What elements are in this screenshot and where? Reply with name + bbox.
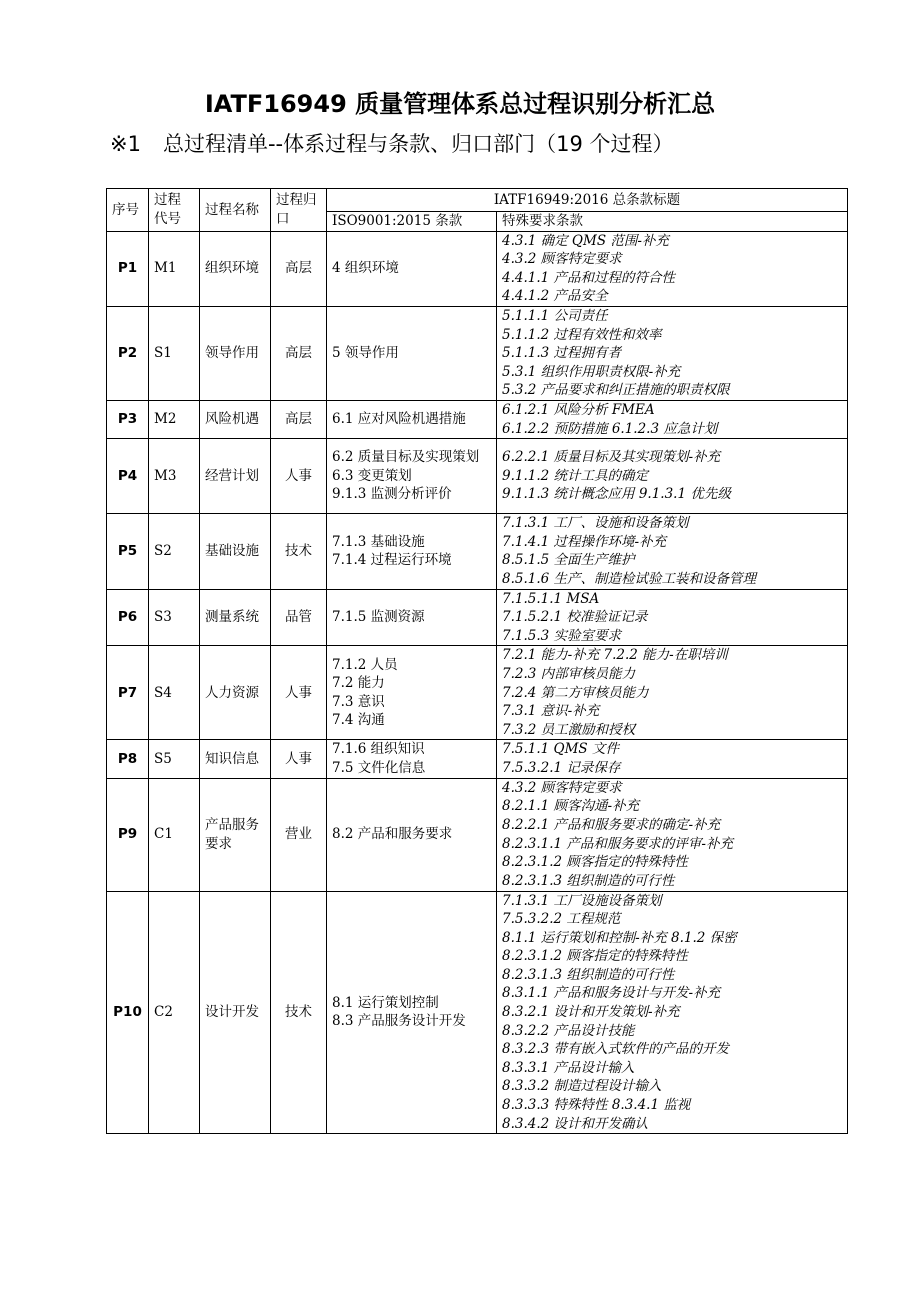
process-number: P8 (107, 740, 149, 778)
iso-clause: 7.3 意识 (332, 693, 385, 710)
process-owner: 人事 (271, 646, 327, 740)
process-code: M2 (149, 400, 200, 438)
table-row (107, 646, 848, 740)
iso-clauses (327, 589, 497, 646)
special-clauses (497, 778, 848, 891)
iso-clauses (327, 778, 497, 891)
iso-clause: 7.2 能力 (332, 675, 385, 692)
special-clause: 8.3.2.3 带有嵌入式软件的产品的开发 (502, 1041, 730, 1058)
special-clause: 8.3.3.1 产品设计输入 (502, 1059, 635, 1076)
special-clause: 5.3.1 组织作用职责权限-补充 (502, 363, 681, 380)
process-number: P7 (107, 646, 149, 740)
process-name: 知识信息 (200, 740, 271, 778)
process-owner: 高层 (271, 231, 327, 306)
special-clause: 8.1.1 运行策划和控制-补充 8.1.2 保密 (502, 929, 737, 946)
process-owner: 营业 (271, 778, 327, 891)
iso-clause: 4 组织环境 (332, 260, 399, 277)
process-owner: 技术 (271, 891, 327, 1134)
header-row-1 (107, 189, 848, 212)
process-code: S3 (149, 589, 200, 646)
special-clauses (497, 439, 848, 514)
special-clauses (497, 231, 848, 306)
table-row (107, 589, 848, 646)
section-number: ※1 (110, 132, 141, 156)
special-clause: 8.2.3.1.2 顾客指定的特殊特性 (502, 948, 688, 965)
special-clauses (497, 400, 848, 438)
header-iso: ISO9001:2015 条款 (327, 212, 497, 232)
table-row (107, 400, 848, 438)
special-clause: 8.5.1.6 生产、制造检试验工装和设备管理 (502, 570, 757, 587)
special-clause: 8.3.1.1 产品和服务设计与开发-补充 (502, 985, 721, 1002)
special-clause: 8.2.3.1.3 组织制造的可行性 (502, 966, 675, 983)
special-clauses (497, 514, 848, 589)
special-clause: 8.2.3.1.3 组织制造的可行性 (502, 872, 675, 889)
special-clause: 9.1.1.3 统计概念应用 9.1.3.1 优先级 (502, 486, 731, 503)
process-code: S4 (149, 646, 200, 740)
process-name: 领导作用 (200, 306, 271, 400)
iso-clauses (327, 400, 497, 438)
special-clauses (497, 589, 848, 646)
document-title: IATF16949 质量管理体系总过程识别分析汇总 (204, 90, 716, 118)
process-name: 基础设施 (200, 514, 271, 589)
iso-clauses (327, 306, 497, 400)
special-clause: 8.3.3.2 制造过程设计输入 (502, 1078, 662, 1095)
header-clauses-title: IATF16949:2016 总条款标题 (327, 189, 848, 212)
special-clauses (497, 646, 848, 740)
special-clause: 8.3.3.3 特殊特性 8.3.4.1 监视 (502, 1097, 691, 1114)
special-clause: 7.1.4.1 过程操作环境-补充 (502, 533, 667, 550)
process-owner: 高层 (271, 400, 327, 438)
process-code: C1 (149, 778, 200, 891)
process-owner: 高层 (271, 306, 327, 400)
header-no: 序号 (107, 189, 149, 232)
process-number: P6 (107, 589, 149, 646)
process-code: S5 (149, 740, 200, 778)
process-name: 测量系统 (200, 589, 271, 646)
iso-clauses (327, 439, 497, 514)
special-clause: 4.3.2 顾客特定要求 (502, 251, 622, 268)
iso-clause: 7.4 沟通 (332, 712, 385, 729)
special-clause: 7.2.3 内部审核员能力 (502, 665, 636, 682)
process-number: P1 (107, 231, 149, 306)
special-clause: 5.1.1.2 过程有效性和效率 (502, 326, 662, 343)
process-owner: 品管 (271, 589, 327, 646)
special-clause: 6.1.2.2 预防措施 6.1.2.3 应急计划 (502, 420, 718, 437)
table-row (107, 514, 848, 589)
table-row (107, 439, 848, 514)
section-heading (110, 128, 674, 160)
special-clause: 7.5.3.2.2 工程规范 (502, 911, 621, 928)
process-code: S1 (149, 306, 200, 400)
special-clause: 5.3.2 产品要求和纠正措施的职责权限 (502, 382, 730, 399)
process-name: 组织环境 (200, 231, 271, 306)
table-row (107, 231, 848, 306)
iso-clause: 6.3 变更策划 (332, 467, 412, 484)
process-number: P9 (107, 778, 149, 891)
special-clauses (497, 306, 848, 400)
iso-clause: 7.1.3 基础设施 (332, 533, 425, 550)
process-code: S2 (149, 514, 200, 589)
special-clause: 7.2.4 第二方审核员能力 (502, 684, 649, 701)
process-owner: 人事 (271, 439, 327, 514)
iso-clause: 5 领导作用 (332, 345, 399, 362)
iso-clause: 7.1.6 组织知识 (332, 741, 425, 758)
special-clause: 4.4.1.1 产品和过程的符合性 (502, 269, 676, 286)
header-code: 过程代号 (149, 189, 200, 232)
process-code: M1 (149, 231, 200, 306)
process-number: P4 (107, 439, 149, 514)
iso-clause: 6.1 应对风险机遇措施 (332, 411, 466, 428)
header-spec: 特殊要求条款 (497, 212, 848, 232)
iso-clauses (327, 740, 497, 778)
iso-clauses (327, 646, 497, 740)
special-clause: 4.3.1 确定 QMS 范围-补充 (502, 232, 669, 249)
process-name: 风险机遇 (200, 400, 271, 438)
iso-clause: 8.1 运行策划控制 (332, 994, 439, 1011)
special-clause: 7.1.5.2.1 校准验证记录 (502, 609, 648, 626)
iso-clause: 6.2 质量目标及实现策划 (332, 449, 480, 466)
process-owner: 人事 (271, 740, 327, 778)
process-owner: 技术 (271, 514, 327, 589)
iso-clause: 7.1.5 监测资源 (332, 609, 425, 626)
special-clauses (497, 740, 848, 778)
table-row (107, 740, 848, 778)
special-clause: 8.2.3.1.1 产品和服务要求的评审-补充 (502, 835, 733, 852)
special-clause: 8.5.1.5 全面生产维护 (502, 552, 635, 569)
iso-clauses (327, 514, 497, 589)
special-clause: 7.1.3.1 工厂设施设备策划 (502, 892, 662, 909)
process-number: P5 (107, 514, 149, 589)
special-clause: 7.5.1.1 QMS 文件 (502, 741, 619, 758)
iso-clause: 9.1.3 监测分析评价 (332, 486, 452, 503)
iso-clauses (327, 891, 497, 1134)
iso-clauses (327, 231, 497, 306)
process-code: C2 (149, 891, 200, 1134)
special-clause: 7.2.1 能力-补充 7.2.2 能力-在职培训 (502, 647, 728, 664)
iso-clause: 8.2 产品和服务要求 (332, 826, 453, 843)
header-name: 过程名称 (200, 189, 271, 232)
iso-clause: 8.3 产品服务设计开发 (332, 1013, 466, 1030)
table-row (107, 306, 848, 400)
iso-clause: 7.1.4 过程运行环境 (332, 552, 452, 569)
process-name: 经营计划 (200, 439, 271, 514)
iso-clause: 7.1.2 人员 (332, 656, 398, 673)
special-clause: 8.2.1.1 顾客沟通-补充 (502, 798, 640, 815)
process-number: P2 (107, 306, 149, 400)
special-clause: 7.1.5.1.1 MSA (502, 590, 600, 607)
table-row (107, 778, 848, 891)
special-clause: 8.2.2.1 产品和服务要求的确定-补充 (502, 816, 721, 833)
iso-clause: 7.5 文件化信息 (332, 759, 426, 776)
section-heading-text: 总过程清单--体系过程与条款、归口部门（19 个过程） (162, 132, 674, 156)
special-clause: 9.1.1.2 统计工具的确定 (502, 467, 649, 484)
special-clause: 4.3.2 顾客特定要求 (502, 779, 622, 796)
special-clause: 7.3.1 意识-补充 (502, 703, 600, 720)
special-clause: 7.1.3.1 工厂、设施和设备策划 (502, 515, 689, 532)
special-clause: 5.1.1.3 过程拥有者 (502, 345, 622, 362)
special-clause: 7.3.2 员工激励和授权 (502, 721, 636, 738)
process-name: 人力资源 (200, 646, 271, 740)
process-name: 产品服务要求 (200, 778, 271, 891)
special-clauses (497, 891, 848, 1134)
special-clause: 6.2.2.1 质量目标及其实现策划-补充 (502, 449, 721, 466)
special-clause: 8.3.2.1 设计和开发策划-补充 (502, 1004, 680, 1021)
process-name: 设计开发 (200, 891, 271, 1134)
special-clause: 4.4.1.2 产品安全 (502, 288, 608, 305)
special-clause: 7.5.3.2.1 记录保存 (502, 759, 621, 776)
special-clause: 8.2.3.1.2 顾客指定的特殊特性 (502, 854, 688, 871)
special-clause: 8.3.4.2 设计和开发确认 (502, 1115, 649, 1132)
process-code: M3 (149, 439, 200, 514)
special-clause: 8.3.2.2 产品设计技能 (502, 1022, 635, 1039)
table-row (107, 891, 848, 1134)
special-clause: 6.1.2.1 风险分析 FMEA (502, 401, 655, 418)
process-number: P10 (107, 891, 149, 1134)
header-owner: 过程归口 (271, 189, 327, 232)
process-number: P3 (107, 400, 149, 438)
process-table (106, 188, 848, 1134)
special-clause: 7.1.5.3 实验室要求 (502, 627, 622, 644)
special-clause: 5.1.1.1 公司责任 (502, 307, 608, 324)
